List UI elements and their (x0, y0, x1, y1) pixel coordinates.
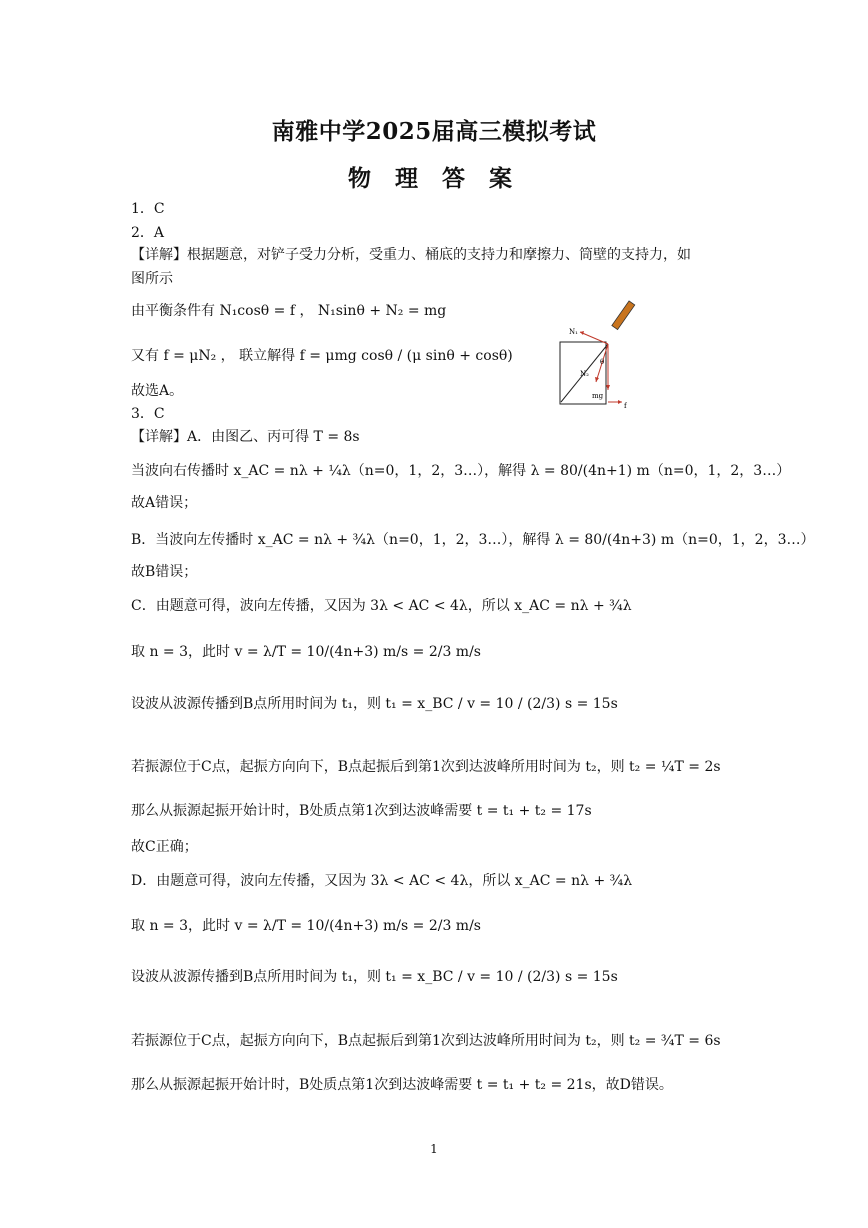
answer-line: 3．C (131, 406, 165, 422)
equation-line: 又有 f = μN₂ ， 联立解得 f = μmg cosθ / (μ sinθ + cosθ) (131, 348, 513, 364)
equation-line: 取 n = 3，此时 v = λ/T = 10/(4n+3) m/s = 2/3 m/s (131, 644, 481, 660)
conclusion-line: 故C正确； (131, 839, 198, 855)
explanation-line: 【详解】根据题意，对铲子受力分析，受重力、桶底的支持力和摩擦力、筒壁的支持力，如 (131, 247, 691, 263)
label-mg: mg (592, 392, 604, 400)
explanation-line: 图所示 (131, 271, 173, 287)
equation-line: 由平衡条件有 N₁cosθ = f ， N₁sinθ + N₂ = mg (131, 303, 447, 319)
equation-line: 设波从波源传播到B点所用时间为 t₁，则 t₁ = x_BC / v = 10 / (2/3) s = 15s (131, 969, 618, 985)
conclusion-line: 那么从振源起振开始计时，B处质点第1次到达波峰需要 t = t₁ + t₂ = 21s，故D错误。 (131, 1077, 673, 1093)
equation-line: 若振源位于C点，起振方向向下，B点起振后到第1次到达波峰所用时间为 t₂，则 t₂ = ¼T = 2s (131, 759, 721, 775)
equation-line: B．当波向左传播时 x_AC = nλ + ¾λ（n=0，1，2，3…），解得 λ = 80/(4n+3) m（n=0，1，2，3…） (131, 532, 815, 548)
label-n2: N₂ (580, 370, 589, 378)
conclusion-line: 故B错误； (131, 564, 198, 580)
equation-line: 那么从振源起振开始计时，B处质点第1次到达波峰需要 t = t₁ + t₂ = 17s (131, 803, 592, 819)
equation-line: 若振源位于C点，起振方向向下，B点起振后到第1次到达波峰所用时间为 t₂，则 t₂ = ¾T = 6s (131, 1033, 721, 1049)
explanation-line: 【详解】A．由图乙、丙可得 T = 8s (131, 429, 360, 445)
explanation-line: C．由题意可得，波向左传播，又因为 3λ < AC < 4λ，所以 x_AC = nλ + ¾λ (131, 598, 632, 614)
label-n1: N₁ (569, 328, 578, 336)
force-diagram (552, 298, 640, 416)
equation-line: 设波从波源传播到B点所用时间为 t₁，则 t₁ = x_BC / v = 10 / (2/3) s = 15s (131, 696, 618, 712)
answer-line: 1．C (131, 201, 165, 217)
label-f: f (624, 402, 627, 410)
conclusion-line: 故选A。 (131, 383, 184, 399)
answer-line: 2．A (131, 225, 165, 241)
explanation-line: D．由题意可得，波向左传播，又因为 3λ < AC < 4λ，所以 x_AC = nλ + ¾λ (131, 873, 633, 889)
conclusion-line: 故A错误； (131, 495, 198, 511)
page-title: 南雅中学2025届高三模拟考试 (271, 118, 597, 145)
equation-line: 当波向右传播时 x_AC = nλ + ¼λ（n=0，1，2，3…），解得 λ = 80/(4n+1) m（n=0，1，2，3…） (131, 463, 791, 479)
equation-line: 取 n = 3，此时 v = λ/T = 10/(4n+3) m/s = 2/3 m/s (131, 918, 481, 934)
page-number: 1 (430, 1142, 438, 1156)
label-theta: θ (600, 358, 605, 366)
page-subtitle: 物 理 答 案 (347, 165, 521, 192)
